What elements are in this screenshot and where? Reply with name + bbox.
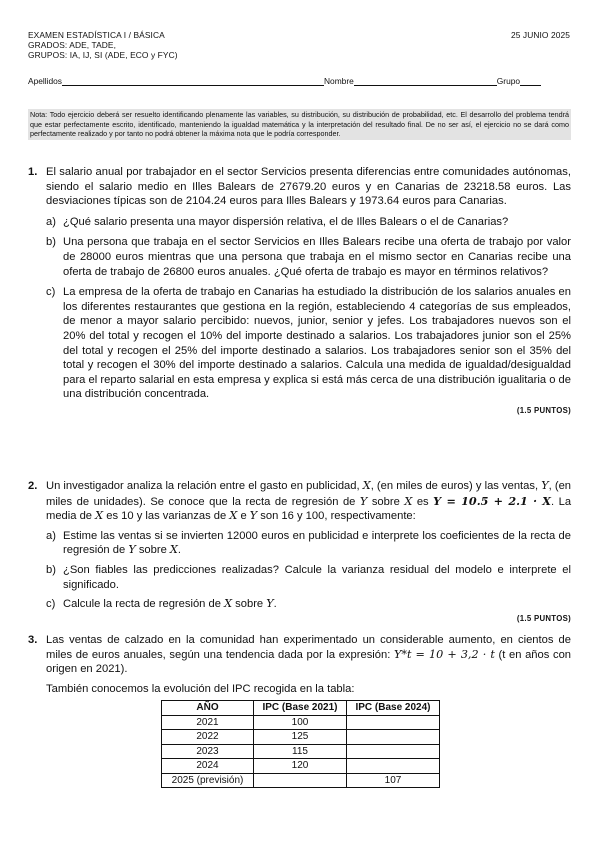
subquestion-text: ¿Qué salario presenta una mayor dispersión relativa, el de Illes Balears o el de Canarias?: [63, 215, 509, 228]
question-number: 3.: [28, 634, 38, 646]
grupo-label: Grupo: [496, 76, 521, 86]
subquestion-letter: c): [46, 598, 56, 611]
subquestion-a: [46, 529, 571, 558]
apellidos-line: [62, 76, 324, 86]
table-intro: También conocemos la evolución del IPC recogida en la tabla:: [46, 682, 355, 695]
table-cell: 120: [254, 759, 347, 774]
subquestion-letter: b): [46, 563, 56, 576]
exam-title: EXAMEN ESTADÍSTICA I / BÁSICA: [28, 30, 165, 40]
table-cell: 115: [254, 744, 347, 759]
subquestion-letter: a): [46, 529, 56, 542]
subquestion-letter: a): [46, 215, 56, 228]
table-header-row: [162, 701, 440, 716]
question-number: 2.: [28, 480, 38, 492]
subquestion-c: [46, 597, 571, 612]
subquestion-letter: b): [46, 236, 56, 249]
column-header: IPC (Base 2024): [347, 701, 440, 716]
subquestion-text: Calcule la recta de regresión de X sobre Y.: [63, 597, 277, 611]
student-fields: [28, 76, 571, 86]
exam-groups: GRUPOS: IA, IJ, SI (ADE, ECO y FYC): [28, 50, 178, 60]
question-text: Un investigador analiza la relación entre el gasto en publicidad, X, (en miles de euros) y las ventas, Y, (en miles de unidades). Se conoce que la recta de regresión de Y sobre X es Y = 10.5 + 2.1 · X. La media de X es 10 y las varianzas de X e Y son 16 y 100, respectivamente:: [46, 479, 572, 523]
nombre-label: Nombre: [324, 76, 354, 86]
subquestion-b: [46, 563, 571, 592]
subquestion-text: La empresa de la oferta de trabajo en Canarias ha estudiado la distribución de los salarios anuales en los diferentes restaurantes que gestiona en la región, estableciendo 4 categorías de sus empleados, de menor a mayor salario percibido: nuevos, junior, senior y jefes. Los trabajadores nuevos son el 20% del total y recogen el 10% del importe destinado a salarios. Los trabajadores junior son el 25% del total y recogen el 25% del importe destinado a salarios. Los trabajadores senior son el 35% del total y recogen el 30% del importe destinado a salarios. Calcula una medida de igualdad/desigualdad para el reparto salarial en esta empresa y explica si está más cerca de una distribución igualitaria o de una distribución concentrada.: [63, 286, 571, 401]
table-cell: [347, 730, 440, 745]
subquestion-c: [46, 285, 571, 402]
subquestion-text: Una persona que trabaja en el sector Servicios en Illes Balears recibe una oferta de trabajo por valor de 28000 euros mientras que una persona que trabaja en el mismo sector en Canarias recibe una oferta de trabajo de 26800 euros anuales. ¿Qué oferta de trabajo es mayor en términos relativos?: [63, 236, 571, 278]
table-cell: [347, 744, 440, 759]
apellidos-label: Apellidos: [28, 76, 62, 86]
table-row: [162, 773, 440, 788]
subquestion-letter: c): [46, 286, 56, 299]
table-cell: 100: [254, 715, 347, 730]
regression-equation: Y = 10.5 + 2.1 · X: [433, 493, 551, 508]
subquestion-text: ¿Son fiables las predicciones realizadas? Calcule la varianza residual del modelo e interprete el significado.: [63, 563, 571, 591]
exam-date: 25 JUNIO 2025: [510, 30, 570, 40]
subquestion-b: [46, 235, 571, 279]
exam-header: [28, 30, 178, 60]
table-cell: [347, 759, 440, 774]
trend-equation: Y*t = 10 + 3,2 · t: [393, 647, 495, 661]
table-row: [162, 715, 440, 730]
table-cell: 2023: [162, 744, 254, 759]
question-points: (1.5 PUNTOS): [516, 613, 571, 623]
question-text: El salario anual por trabajador en el sector Servicios presenta diferencias entre comunidades autónomas, siendo el salario medio en Illes Balears de 27679.20 euros y en Canarias de 23218.58 euros. Las desviaciones típicas son de 2104.24 euros para Illes Balears y 1973.64 euros para Canarias.: [46, 166, 571, 208]
table-cell: 2025 (previsión): [162, 773, 254, 788]
grupo-line: [520, 76, 541, 86]
table-cell: 2022: [162, 730, 254, 745]
question-1: [28, 165, 571, 419]
table-row: [162, 730, 440, 745]
question-3: [28, 633, 571, 696]
table-cell: 125: [254, 730, 347, 745]
exam-degrees: GRADOS: ADE, TADE,: [28, 40, 117, 50]
ipc-table: [161, 700, 440, 788]
instructions-note: Nota: Todo ejercicio deberá ser resuelto identificando plenamente las variables, su distribución, su distribución de probabilidad, etc. El desarrollo del problema tendrá que estar perfectamente escrito, identificado, manteniendo la igualdad matemática y la interpretación del resultado final. De no ser así, el ejercicio no se dará como perfectamente realizado y por tanto no podrá obtener la máxima nota que le podría corresponder.: [30, 110, 569, 139]
question-text: Las ventas de calzado en la comunidad han experimentado un considerable aumento, en cientos de miles de euros anuales, según una tendencia dada por la expresión: Y*t = 10 + 3,2 · t (t en años con origen en 2021).: [46, 634, 572, 676]
column-header: IPC (Base 2021): [254, 701, 347, 716]
table-cell: 107: [347, 773, 440, 788]
subquestion-a: [46, 215, 571, 230]
table-cell: [347, 715, 440, 730]
subquestion-text: Estime las ventas si se invierten 12000 euros en publicidad e interprete los coeficientes de la recta de regresión de Y sobre X.: [63, 529, 571, 557]
table-cell: 2021: [162, 715, 254, 730]
table-row: [162, 744, 440, 759]
nombre-line: [354, 76, 497, 86]
question-number: 1.: [28, 166, 38, 178]
table-row: [162, 759, 440, 774]
table-cell: [254, 773, 347, 788]
table-cell: 2024: [162, 759, 254, 774]
question-2: [28, 479, 571, 626]
column-header: AÑO: [162, 701, 254, 716]
question-points: (1.5 PUNTOS): [516, 405, 571, 415]
